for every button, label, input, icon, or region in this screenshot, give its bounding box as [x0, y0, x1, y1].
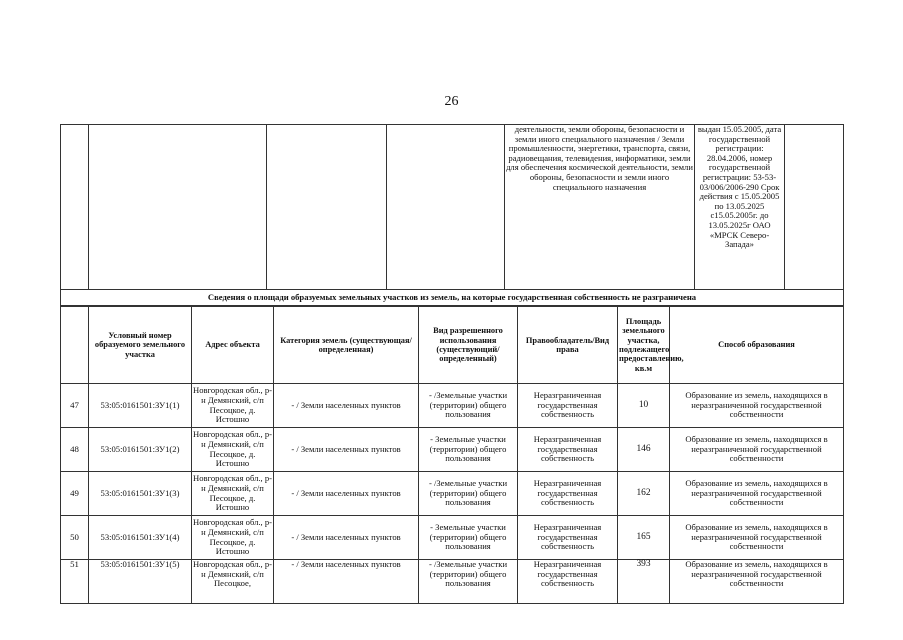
plot-area: 146 [618, 428, 670, 472]
cadastral-number: 53:05:0161501:ЗУ1(3) [89, 472, 192, 516]
cadastral-number: 53:05:0161501:ЗУ1(5) [89, 560, 192, 604]
table-header-row [61, 307, 844, 384]
land-plots-table [60, 306, 844, 604]
rights-holder: Неразграниченная государственная собственность [518, 384, 618, 428]
continuation-table [60, 124, 844, 306]
object-address: Новгородская обл., р-н Демянский, с/п Песоцкое, д. Истошно [192, 472, 274, 516]
plot-area: 162 [618, 472, 670, 516]
table-row [61, 384, 844, 428]
cont-rights-holder: выдан 15.05.2005, дата государственной регистрации: 28.04.2006, номер государственной регистрации: 53-53-03/006/2006-290 Срок действия с 15.05.2005 по 13.05.2025 с15.05.2005г. до 13.05.2025г ОАО «МРСК Северо-Запада» [695, 125, 785, 290]
object-address: Новгородская обл., р-н Демянский, с/п Песоцкое, д. Истошно [192, 384, 274, 428]
permitted-use: - /Земельные участки (территории) общего пользования [419, 560, 518, 604]
plot-area: 165 [618, 516, 670, 560]
table-row [61, 428, 844, 472]
cont-cell-last [785, 125, 844, 290]
permitted-use: - /Земельные участки (территории) общего пользования [419, 384, 518, 428]
header-address: Адрес объекта [192, 307, 274, 384]
land-category: - / Земли населенных пунктов [274, 384, 419, 428]
land-category: - / Земли населенных пунктов [274, 516, 419, 560]
page-number: 26 [444, 94, 459, 109]
table-row [61, 516, 844, 560]
table-row [61, 560, 844, 604]
formation-method: Образование из земель, находящихся в неразграниченной государственной собственности [670, 472, 844, 516]
row-number: 47 [61, 384, 89, 428]
cont-cell-address [267, 125, 387, 290]
formation-method: Образование из земель, находящихся в неразграниченной государственной собственности [670, 516, 844, 560]
land-category: - / Земли населенных пунктов [274, 472, 419, 516]
row-number: 49 [61, 472, 89, 516]
section-row [61, 290, 844, 306]
rights-holder: Неразграниченная государственная собственность [518, 472, 618, 516]
formation-method: Образование из земель, находящихся в неразграниченной государственной собственности [670, 560, 844, 604]
plot-area: 393 [618, 560, 670, 604]
table-row [61, 472, 844, 516]
cont-cell-num [61, 125, 89, 290]
permitted-use: - /Земельные участки (территории) общего пользования [419, 472, 518, 516]
permitted-use: - Земельные участки (территории) общего пользования [419, 516, 518, 560]
land-category: - / Земли населенных пунктов [274, 560, 419, 604]
permitted-use: - Земельные участки (территории) общего пользования [419, 428, 518, 472]
plot-area: 10 [618, 384, 670, 428]
cadastral-number: 53:05:0161501:ЗУ1(2) [89, 428, 192, 472]
cadastral-number: 53:05:0161501:ЗУ1(4) [89, 516, 192, 560]
rights-holder: Неразграниченная государственная собственность [518, 428, 618, 472]
header-num [61, 307, 89, 384]
rights-holder: Неразграниченная государственная собственность [518, 516, 618, 560]
row-number: 50 [61, 516, 89, 560]
row-number: 48 [61, 428, 89, 472]
header-cadastral: Условный номер образуемого земельного участка [89, 307, 192, 384]
cadastral-number: 53:05:0161501:ЗУ1(1) [89, 384, 192, 428]
object-address: Новгородская обл., р-н Демянский, с/п Песоцкое, [192, 560, 274, 604]
formation-method: Образование из земель, находящихся в неразграниченной государственной собственности [670, 384, 844, 428]
section-title: Сведения о площади образуемых земельных участков из земель, на которые государственная собственность не разграничена [61, 290, 844, 306]
header-category: Категория земель (существующая/определенная) [274, 307, 419, 384]
row-number: 51 [61, 560, 89, 604]
cont-cell-cadastral [89, 125, 267, 290]
cont-land-category: деятельности, земли обороны, безопасности и земли иного специального назначения / Земли промышленности, энергетики, транспорта, связи, радиовещания, телевидения, информатики, земли для обеспечения космической деятельности, земли обороны, безопасности и земли иного специального назначения [505, 125, 695, 290]
header-area: Площадь земельного участка, подлежащего предоставлению, кв.м [618, 307, 670, 384]
object-address: Новгородская обл., р-н Демянский, с/п Песоцкое, д. Истошно [192, 428, 274, 472]
header-permitted-use: Вид разрешенного использования (существующий/определенный) [419, 307, 518, 384]
object-address: Новгородская обл., р-н Демянский, с/п Песоцкое, д. Истошно [192, 516, 274, 560]
header-rights-holder: Правообладатель/Вид права [518, 307, 618, 384]
formation-method: Образование из земель, находящихся в неразграниченной государственной собственности [670, 428, 844, 472]
continuation-row [61, 125, 844, 290]
header-formation: Способ образования [670, 307, 844, 384]
cont-cell-empty [387, 125, 505, 290]
land-category: - / Земли населенных пунктов [274, 428, 419, 472]
rights-holder: Неразграниченная государственная собственность [518, 560, 618, 604]
